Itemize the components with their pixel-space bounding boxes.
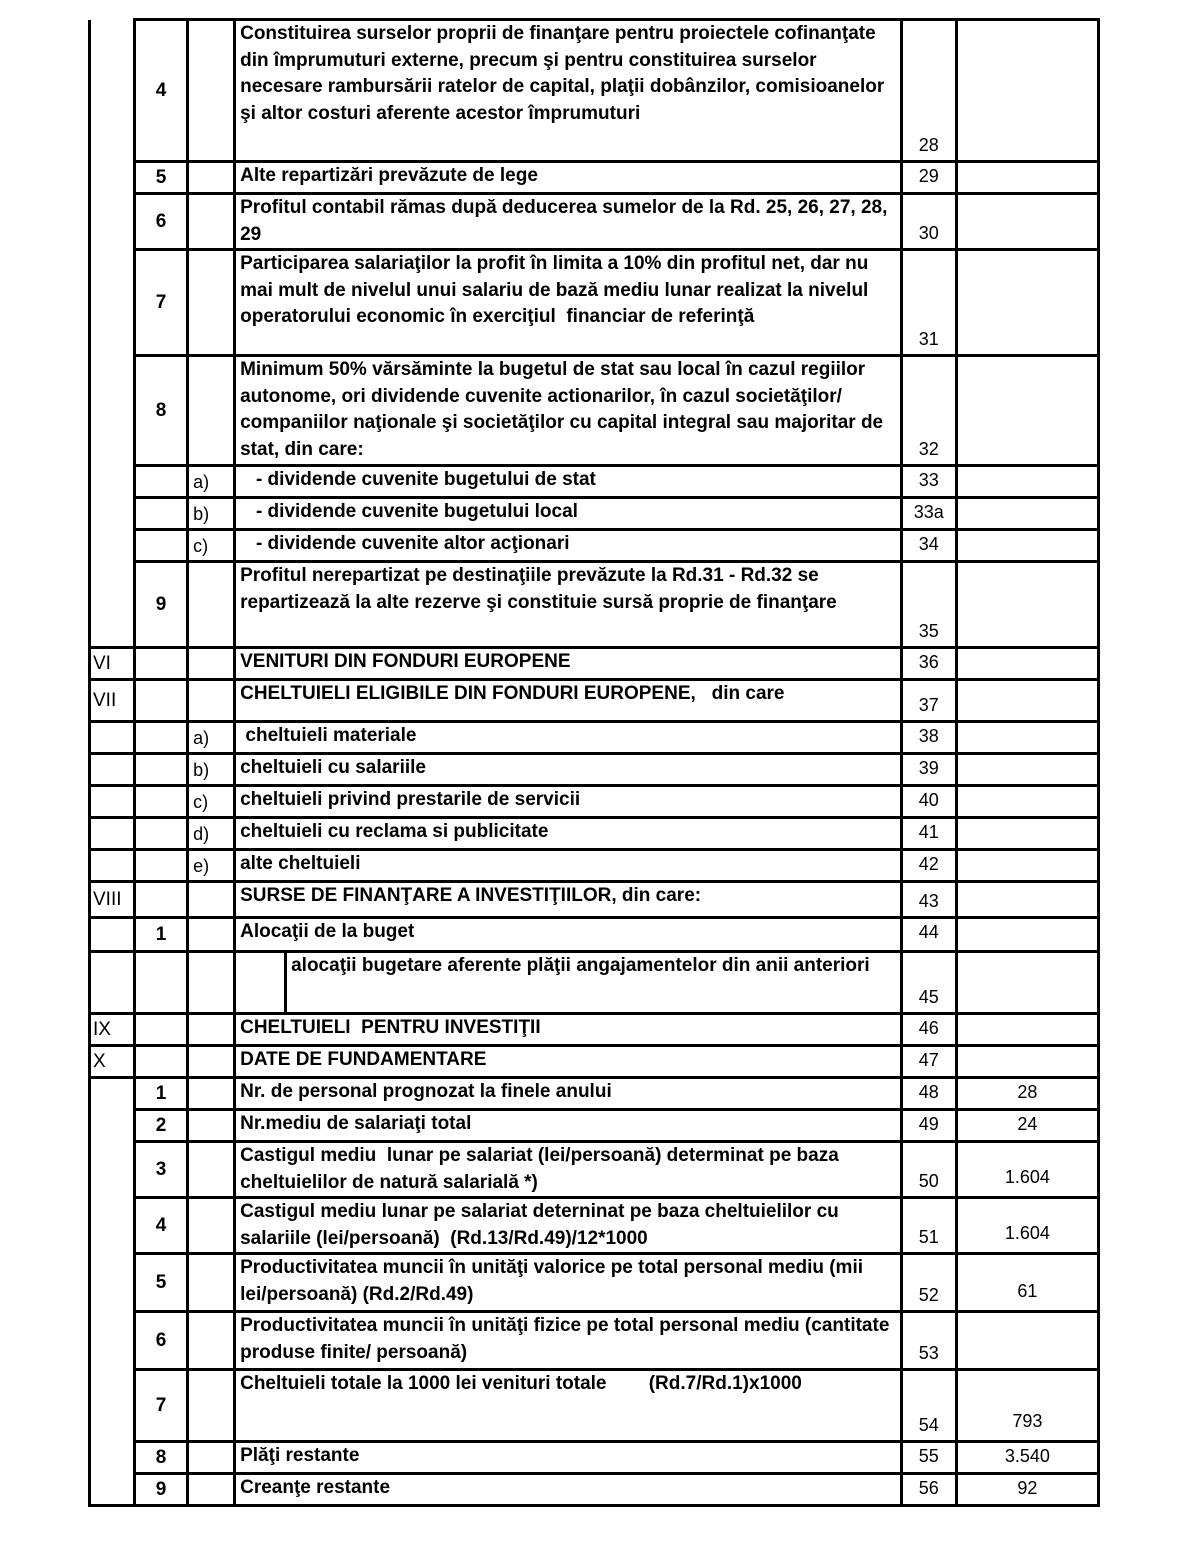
row-number-cell: 9 [135,1474,188,1506]
description-cell: CHELTUIELI ELIGIBILE DIN FONDURI EUROPENE, din care [235,680,902,722]
section-roman-cell: VI [90,648,135,680]
section-roman-cell [90,786,135,818]
description-cell: Participarea salariaţilor la profit în limita a 10% din profitul net, dar nu mai mult de nivelul unui salariu de bază mediu lunar realizat la nivelul operatorului economic în exerciţiul financiar de referinţă [235,250,902,356]
description-cell: alte cheltuieli [235,850,902,882]
section-roman-cell [90,1312,135,1370]
table-row [90,1474,1099,1506]
table-row [90,648,1099,680]
sub-letter-cell [188,356,235,466]
description-cell: Productivitatea muncii în unităţi fizice pe total personal mediu (cantitate produse finite/ persoană) [235,1312,902,1370]
sub-letter-cell [188,1254,235,1312]
sub-letter-cell [188,162,235,194]
row-code-cell: 32 [901,356,956,466]
section-roman-cell [90,498,135,530]
row-code-cell: 52 [901,1254,956,1312]
value-cell [956,530,1098,562]
description-cell: Profitul contabil rămas după deducerea sumelor de la Rd. 25, 26, 27, 28, 29 [235,194,902,250]
row-code-cell: 40 [901,786,956,818]
sub-letter-cell [188,1312,235,1370]
section-roman-cell [90,1370,135,1442]
description-cell: Alte repartizări prevăzute de lege [235,162,902,194]
sub-letter-cell [188,1198,235,1254]
row-number-cell [135,754,188,786]
row-code-cell: 42 [901,850,956,882]
row-code-cell: 46 [901,1014,956,1046]
row-number-cell: 3 [135,1142,188,1198]
table-row [90,1312,1099,1370]
sub-letter-cell [188,952,235,1014]
description-cell: CHELTUIELI PENTRU INVESTIŢII [235,1014,902,1046]
budget-table [88,18,1100,1507]
section-roman-cell [90,250,135,356]
sub-letter-cell [188,882,235,918]
table-row [90,1142,1099,1198]
sub-letter-cell [188,1142,235,1198]
table-row [90,918,1099,952]
row-code-cell: 35 [901,562,956,648]
sub-letter-cell [188,648,235,680]
row-code-cell: 30 [901,194,956,250]
description-cell: cheltuieli cu salariile [235,754,902,786]
row-number-cell: 6 [135,194,188,250]
section-roman-cell [90,562,135,648]
description-cell: cheltuieli privind prestarile de servicii [235,786,902,818]
row-number-cell [135,648,188,680]
value-cell: 793 [956,1370,1098,1442]
description-cell: Nr. de personal prognozat la finele anului [235,1078,902,1110]
table-row [90,1254,1099,1312]
sub-letter-cell [188,1370,235,1442]
row-number-cell [135,722,188,754]
row-number-cell [135,882,188,918]
description-cell: - dividende cuvenite altor acţionari [235,530,902,562]
table-row [90,754,1099,786]
row-number-cell: 9 [135,562,188,648]
row-code-cell: 49 [901,1110,956,1142]
row-number-cell [135,680,188,722]
row-number-cell [135,1046,188,1078]
sub-letter-cell [188,20,235,162]
description-cell: Nr.mediu de salariaţi total [235,1110,902,1142]
description-cell: Profitul nerepartizat pe destinaţiile prevăzute la Rd.31 - Rd.32 se repartizează la alte rezerve şi constituie sursă proprie de finanţare [235,562,902,648]
sub-letter-cell [188,562,235,648]
table-row [90,818,1099,850]
table-row [90,250,1099,356]
value-cell [956,1046,1098,1078]
value-cell: 1.604 [956,1142,1098,1198]
table-row [90,194,1099,250]
sub-letter-cell [188,1110,235,1142]
value-cell: 61 [956,1254,1098,1312]
row-code-cell: 41 [901,818,956,850]
row-number-cell [135,466,188,498]
description-cell: VENITURI DIN FONDURI EUROPENE [235,648,902,680]
table-row [90,498,1099,530]
description-cell: - dividende cuvenite bugetului local [235,498,902,530]
value-cell [956,786,1098,818]
section-roman-cell [90,918,135,952]
value-cell [956,194,1098,250]
sub-letter-cell [188,250,235,356]
value-cell [956,918,1098,952]
value-cell [956,162,1098,194]
row-code-cell: 36 [901,648,956,680]
section-roman-cell [90,818,135,850]
description-cell: Productivitatea muncii în unităţi valorice pe total personal mediu (mii lei/persoană) (Rd.2/Rd.49) [235,1254,902,1312]
value-cell: 92 [956,1474,1098,1506]
section-roman-cell [90,1254,135,1312]
description-cell: Alocaţii de la buget [235,918,902,952]
section-roman-cell [90,754,135,786]
row-number-cell [135,530,188,562]
section-roman-cell [90,356,135,466]
table-row [90,530,1099,562]
table-row [90,466,1099,498]
value-cell [956,648,1098,680]
description-cell: cheltuieli materiale [235,722,902,754]
sub-letter-cell [188,918,235,952]
sub-letter-cell [188,1014,235,1046]
table-row [90,1014,1099,1046]
description-cell [235,952,902,1014]
indent-spacer [236,953,287,1012]
sub-letter-cell: c) [188,786,235,818]
row-code-cell: 53 [901,1312,956,1370]
row-code-cell: 34 [901,530,956,562]
value-cell [956,498,1098,530]
description-cell: DATE DE FUNDAMENTARE [235,1046,902,1078]
section-roman-cell [90,952,135,1014]
row-number-cell [135,850,188,882]
sub-letter-cell: b) [188,754,235,786]
sub-letter-cell: e) [188,850,235,882]
row-number-cell [135,786,188,818]
section-roman-cell [90,1198,135,1254]
section-roman-cell [90,1078,135,1110]
section-roman-cell [90,1142,135,1198]
description-cell: Plăţi restante [235,1442,902,1474]
value-cell [956,356,1098,466]
sub-letter-cell [188,1442,235,1474]
row-number-cell: 1 [135,918,188,952]
value-cell [956,754,1098,786]
table-row [90,562,1099,648]
value-cell [956,952,1098,1014]
table-row [90,1078,1099,1110]
row-number-cell: 4 [135,1198,188,1254]
description-cell: Castigul mediu lunar pe salariat deterninat pe baza cheltuielilor cu salariile (lei/persoană) (Rd.13/Rd.49)/12*1000 [235,1198,902,1254]
row-number-cell: 7 [135,1370,188,1442]
row-code-cell: 33a [901,498,956,530]
section-roman-cell: X [90,1046,135,1078]
row-code-cell: 47 [901,1046,956,1078]
sub-letter-cell: b) [188,498,235,530]
row-code-cell: 39 [901,754,956,786]
row-code-cell: 44 [901,918,956,952]
value-cell [956,466,1098,498]
sub-letter-cell: a) [188,466,235,498]
value-cell: 28 [956,1078,1098,1110]
row-number-cell: 4 [135,20,188,162]
row-number-cell: 5 [135,162,188,194]
row-number-cell [135,818,188,850]
table-row [90,1370,1099,1442]
row-number-cell [135,498,188,530]
table-row [90,722,1099,754]
row-number-cell: 8 [135,1442,188,1474]
value-cell [956,1312,1098,1370]
table-row [90,1442,1099,1474]
section-roman-cell: IX [90,1014,135,1046]
row-code-cell: 38 [901,722,956,754]
sub-letter-cell [188,1078,235,1110]
table-row [90,1198,1099,1254]
row-code-cell: 37 [901,680,956,722]
row-code-cell: 54 [901,1370,956,1442]
value-cell [956,20,1098,162]
row-code-cell: 51 [901,1198,956,1254]
sub-letter-cell: a) [188,722,235,754]
row-code-cell: 29 [901,162,956,194]
value-cell [956,680,1098,722]
table-row [90,952,1099,1014]
row-number-cell: 5 [135,1254,188,1312]
table-row [90,786,1099,818]
table-row [90,882,1099,918]
section-roman-cell [90,20,135,162]
table-row [90,850,1099,882]
value-cell: 1.604 [956,1198,1098,1254]
section-roman-cell [90,1442,135,1474]
section-roman-cell [90,194,135,250]
row-number-cell: 7 [135,250,188,356]
section-roman-cell [90,162,135,194]
table-row [90,1110,1099,1142]
row-number-cell: 2 [135,1110,188,1142]
section-roman-cell: VIII [90,882,135,918]
table-row [90,1046,1099,1078]
row-number-cell: 6 [135,1312,188,1370]
description-cell: Constituirea surselor proprii de finanţare pentru proiectele cofinanţate din împrumuturi externe, precum şi pentru constituirea surselor necesare rambursării ratelor de capital, plaţii dobânzilor, comisioanelor şi altor costuri aferente acestor împrumuturi [235,20,902,162]
description-cell: Minimum 50% vărsăminte la bugetul de stat sau local în cazul regiilor autonome, ori dividende cuvenite actionarilor, în cazul societăţilor/ companiilor naţionale şi societăţilor cu capital integral sau majoritar de stat, din care: [235,356,902,466]
row-number-cell [135,1014,188,1046]
row-code-cell: 43 [901,882,956,918]
row-code-cell: 55 [901,1442,956,1474]
table-row [90,680,1099,722]
section-roman-cell [90,1474,135,1506]
table-row [90,20,1099,162]
table-row [90,162,1099,194]
description-cell: Cheltuieli totale la 1000 lei venituri totale (Rd.7/Rd.1)x1000 [235,1370,902,1442]
description-cell: Castigul mediu lunar pe salariat (lei/persoană) determinat pe baza cheltuielilor de natură salarială *) [235,1142,902,1198]
value-cell [956,722,1098,754]
description-cell: cheltuieli cu reclama si publicitate [235,818,902,850]
description-text: alocaţii bugetare aferente plăţii angajamentelor din anii anteriori [291,955,870,976]
row-code-cell: 45 [901,952,956,1014]
sub-letter-cell [188,1046,235,1078]
description-cell: SURSE DE FINANŢARE A INVESTIŢIILOR, din care: [235,882,902,918]
row-number-cell [135,952,188,1014]
value-cell [956,562,1098,648]
sub-letter-cell [188,194,235,250]
description-cell: - dividende cuvenite bugetului de stat [235,466,902,498]
budget-table-body [90,20,1099,1506]
row-code-cell: 31 [901,250,956,356]
row-code-cell: 28 [901,20,956,162]
row-code-cell: 50 [901,1142,956,1198]
row-number-cell: 1 [135,1078,188,1110]
row-code-cell: 56 [901,1474,956,1506]
value-cell: 3.540 [956,1442,1098,1474]
row-code-cell: 48 [901,1078,956,1110]
section-roman-cell [90,530,135,562]
section-roman-cell [90,466,135,498]
value-cell [956,850,1098,882]
table-row [90,356,1099,466]
value-cell: 24 [956,1110,1098,1142]
value-cell [956,1014,1098,1046]
row-code-cell: 33 [901,466,956,498]
section-roman-cell [90,722,135,754]
value-cell [956,882,1098,918]
sub-letter-cell: d) [188,818,235,850]
sub-letter-cell [188,680,235,722]
row-number-cell: 8 [135,356,188,466]
section-roman-cell [90,850,135,882]
description-cell: Creanţe restante [235,1474,902,1506]
value-cell [956,818,1098,850]
sub-letter-cell [188,1474,235,1506]
section-roman-cell [90,1110,135,1142]
value-cell [956,250,1098,356]
section-roman-cell: VII [90,680,135,722]
sub-letter-cell: c) [188,530,235,562]
